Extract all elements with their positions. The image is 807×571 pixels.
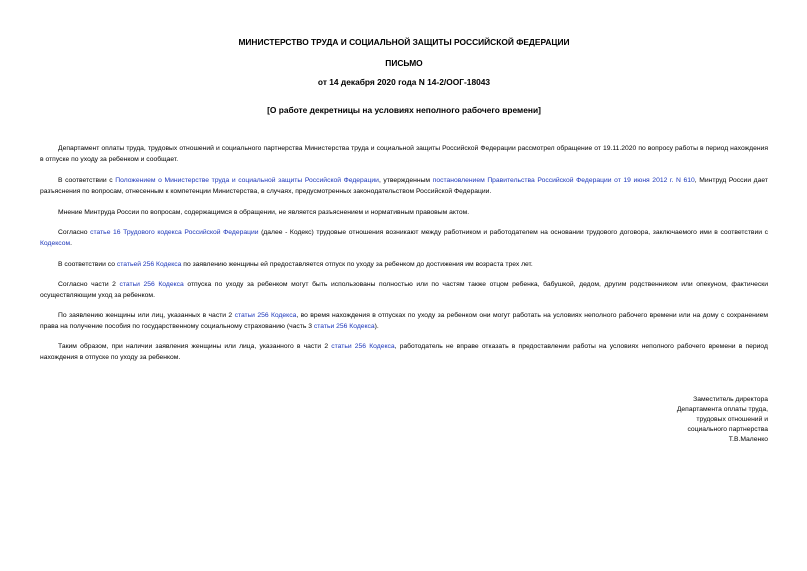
document-subject: [О работе декретницы на условиях неполного рабочего времени]	[267, 105, 541, 115]
signature-department-3: социального партнерства	[687, 426, 768, 433]
paragraph-2-text-3: , Минтруд России дает разъяснения по вопросам, отнесенным к компетенции Министерства, в случаях, предусмотренных законодательством Российской Федерации.	[40, 177, 768, 195]
paragraph-5-text-2: по заявлению женщины ей предоставляется отпуск по уходу за ребенком до достижения им возраста трех лет.	[181, 261, 533, 268]
paragraph-7-text-3: ).	[374, 323, 379, 330]
link-labor-code[interactable]: Кодексом	[40, 240, 71, 247]
paragraph-4	[40, 227, 768, 249]
paragraph-6-text-1: Согласно части 2	[58, 281, 120, 288]
paragraph-3: Мнение Минтруда России по вопросам, содержащимся в обращении, не является разъяснением и нормативным правовым актом.	[58, 209, 470, 216]
paragraph-7-text-1: По заявлению женщины или лиц, указанных в части 2	[58, 312, 235, 319]
paragraph-5	[40, 259, 768, 270]
paragraph-4-text-1: Согласно	[58, 229, 91, 236]
link-article-256[interactable]: статьей 256 Кодекса	[116, 261, 182, 268]
link-article-256[interactable]: статьи 256 Кодекса	[331, 343, 395, 350]
link-labor-code-article-16[interactable]: статье 16 Трудового кодекса Российской Федерации	[90, 229, 259, 236]
paragraph-8-text-2: , работодатель не вправе отказать в предоставлении работы на условиях неполного рабочего времени в период нахождения в отпуске по уходу за ребенком.	[40, 343, 768, 361]
link-regulation-ministry[interactable]: Положением о Министерстве труда и социальной защиты Российской Федерации	[115, 177, 379, 184]
signature-department-1: Департамента оплаты труда,	[676, 406, 768, 413]
signature-position: Заместитель директора	[693, 396, 768, 403]
paragraph-6-text-2: отпуска по уходу за ребенком могут быть использованы полностью или по частям также отцом ребенка, бабушкой, дедом, другим родственником или опекуном, фактически осуществляющим уход за ребенком.	[40, 281, 768, 299]
paragraph-6	[40, 279, 768, 301]
paragraph-2-text-2: , утвержденным	[378, 177, 433, 184]
paragraph-4-text-3: .	[70, 240, 72, 247]
paragraph-2	[40, 175, 768, 197]
link-article-256[interactable]: статьи 256 Кодекса	[119, 281, 184, 288]
signature-name: Т.В.Маленко	[728, 436, 768, 443]
signature-department-2: трудовых отношений и	[696, 416, 768, 423]
document-page	[40, 0, 768, 571]
paragraph-8-text-1: Таким образом, при наличии заявления женщины или лица, указанного в части 2	[58, 343, 332, 350]
paragraph-4-text-2: (далее - Кодекс) трудовые отношения возникают между работником и работодателем на основании трудового договора, заключаемого ими в соответствии с	[258, 229, 768, 236]
paragraph-1: Департамент оплаты труда, трудовых отношений и социального партнерства Министерства труда и социальной защиты Российской Федерации рассмотрел обращение от 19.11.2020 по вопросу работы в период нахождения в отпуске по уходу за ребенком и сообщает.	[40, 145, 768, 163]
paragraph-7	[40, 310, 768, 332]
document-date-number: от 14 декабря 2020 года N 14-2/ООГ-18043	[317, 77, 491, 87]
link-government-decree[interactable]: постановлением Правительства Российской Федерации от 19 июня 2012 г. N 610	[432, 177, 695, 184]
ministry-title: МИНИСТЕРСТВО ТРУДА И СОЦИАЛЬНОЙ ЗАЩИТЫ РОССИЙСКОЙ ФЕДЕРАЦИИ	[238, 37, 570, 47]
link-article-256[interactable]: статьи 256 Кодекса	[313, 323, 375, 330]
paragraph-8	[40, 341, 768, 363]
paragraph-5-text-1: В соответствии со	[58, 261, 117, 268]
paragraph-2-text-1: В соответствии с	[58, 177, 116, 184]
document-type: ПИСЬМО	[385, 58, 423, 68]
link-article-256[interactable]: статьи 256 Кодекса	[234, 312, 297, 319]
paragraph-7-text-2: , во время нахождения в отпусках по уходу за ребенком они могут работать на условиях неполного рабочего времени или на дому с сохранением права на получение пособия по государственному социальному страхованию (часть 3	[40, 312, 768, 330]
